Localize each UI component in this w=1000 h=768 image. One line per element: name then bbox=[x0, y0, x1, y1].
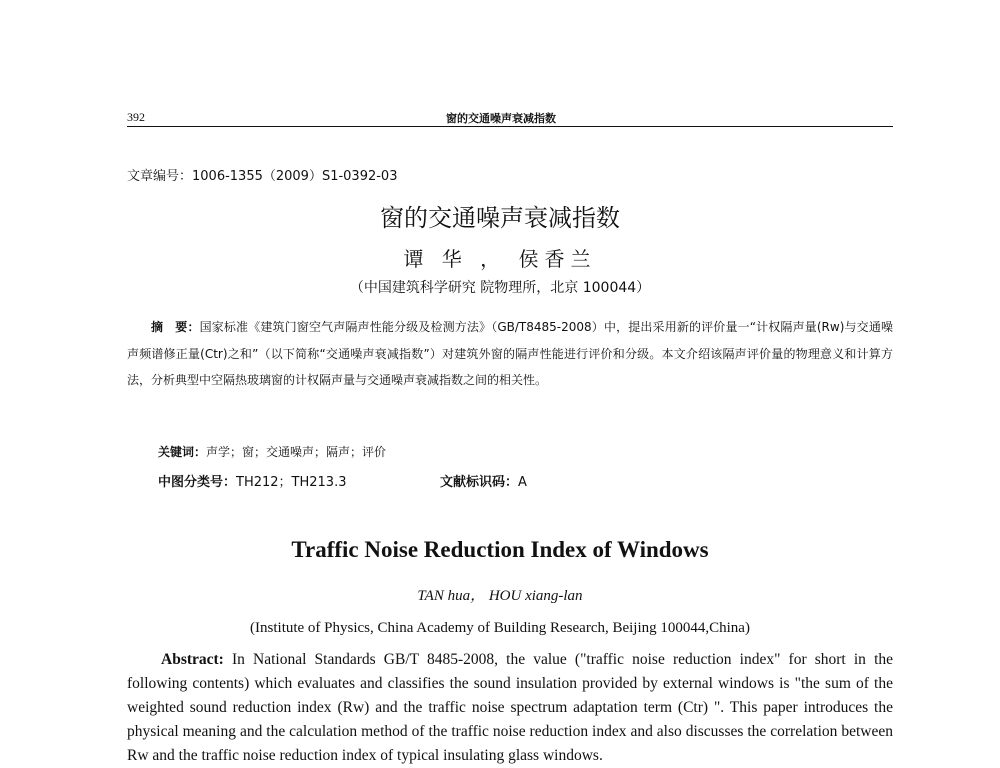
cn-doc-label: 文献标识码： bbox=[440, 475, 519, 490]
cn-keywords bbox=[158, 443, 386, 460]
cn-classification bbox=[158, 471, 346, 490]
cn-class-label: 中图分类号： bbox=[158, 475, 237, 490]
en-authors: TAN hua， HOU xiang-lan bbox=[417, 588, 583, 604]
cn-abstract-text: 国家标准《建筑门窗空气声隔声性能分级及检测方法》（GB/T8485-2008）中，提出采用新的评价量一“计权隔声量(Rw)与交通噪声频谱修正量(Ctr)之和”（以下简称“交通噪声衰减指数”）对建筑外窗的隔声性能进行评价和分级。本文介绍该隔声评价量的物理意义和计算方法，分析典型中空隔热玻璃窗的计权隔声量与交通噪声衰减指数之间的相关性。 bbox=[127, 320, 893, 387]
cn-doc-code bbox=[440, 471, 527, 490]
cn-title: 窗的交通噪声衰减指数 bbox=[380, 204, 620, 232]
en-abstract-text: In National Standards GB/T 8485-2008, the value ("traffic noise reduction index" for short in the following contents) which evaluates and classifies the sound insulation provided by external windows is "the sum of the weighted sound reduction index (Rw) and the traffic noise spectrum adaptation term (Ctr) ". This paper introduces the physical meaning and the calculation method of the traffic noise reduction index and also discusses the correlation between Rw and the traffic noise reduction index of typical insulating glass windows. bbox=[127, 651, 894, 764]
article-number: 文章编号：1006-1355（2009）S1-0392-03 bbox=[127, 169, 398, 184]
cn-abstract bbox=[127, 314, 893, 394]
page-number: 392 bbox=[127, 110, 145, 124]
en-abstract-label: Abstract: bbox=[161, 651, 224, 668]
en-title: Traffic Noise Reduction Index of Windows bbox=[291, 537, 709, 562]
cn-authors: 谭 华 ， 侯香兰 bbox=[403, 247, 597, 271]
header-rule bbox=[127, 126, 893, 127]
en-affiliation: (Institute of Physics, China Academy of Building Research, Beijing 100044,China) bbox=[250, 620, 750, 636]
cn-keywords-value: 声学；窗；交通噪声；隔声；评价 bbox=[206, 445, 387, 459]
cn-abstract-label: 摘 要： bbox=[151, 320, 200, 334]
cn-class-value: TH212；TH213.3 bbox=[236, 475, 347, 490]
cn-keywords-label: 关键词： bbox=[158, 445, 207, 459]
running-title: 窗的交通噪声衰减指数 bbox=[446, 112, 556, 125]
en-abstract bbox=[127, 648, 893, 768]
cn-affiliation: （中国建筑科学研究 院物理所，北京 100044） bbox=[349, 280, 651, 296]
cn-doc-value: A bbox=[518, 475, 527, 490]
